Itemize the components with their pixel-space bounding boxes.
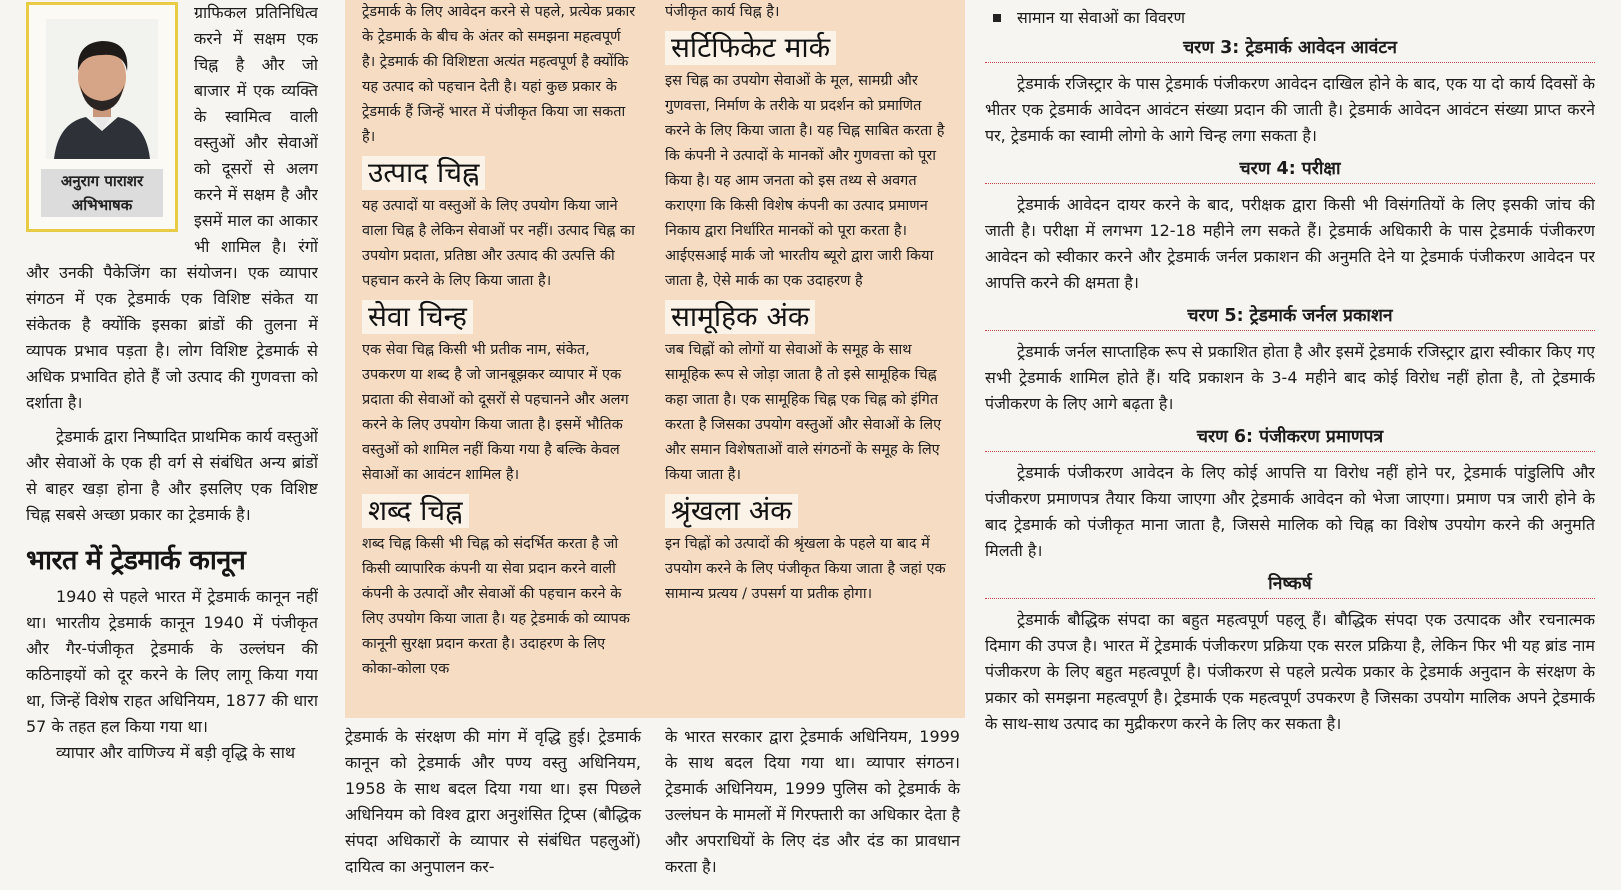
column-4 [985, 0, 1595, 890]
step-heading: चरण 4: परीक्षा [1239, 159, 1341, 179]
panel-paragraph: एक सेवा चिह्न किसी भी प्रतीक नाम, संकेत, उपकरण या शब्द है जो जानबूझकर व्यापार में एक प्रदाता की सेवाओं को दूसरों से पहचानने और अलग करने के लिए उपयोग किया जाता है। इसमें भौतिक वस्तुओं को शामिल नहीं किया गया है बल्कि केवल सेवाओं का आवंटन शामिल है। [362, 342, 629, 483]
divider [985, 330, 1595, 331]
paragraph: ट्रेडमार्क के संरक्षण की मांग में वृद्धि हुई। ट्रेडमार्क कानून को ट्रेडमार्क और पण्य वस्तु अधिनियम, 1958 के साथ बदल दिया गया था। इस पिछले अधिनियम को विश्व द्वारा अनुशंसित ट्रिप्स (बौद्धिक संपदा अधिकारों के व्यापार से संबंधित पहलुओं) दायित्व का अनुपालन कर- [345, 727, 641, 876]
panel-paragraph: शब्द चिह्न किसी भी चिह्न को संदर्भित करता है जो किसी व्यापारिक कंपनी या सेवा प्रदान करने वाली कंपनी के उत्पादों और सेवाओं की पहचान करने के लिए उपयोग किया जाता है। यह ट्रेडमार्क को व्यापक कानूनी सुरक्षा प्रदान करता है। उदाहरण के लिए कोका-कोला एक [362, 536, 630, 677]
author-box [26, 2, 178, 232]
author-photo [46, 19, 158, 159]
step-paragraph: ट्रेडमार्क आवेदन दायर करने के बाद, परीक्षक द्वारा किसी भी विसंगतियों के लिए इसकी जांच की जाती है। परीक्षा में लगभग 12-18 महीने लग सकते हैं। ट्रेडमार्क अधिकारी के पास ट्रेडमार्क पंजीकरण आवेदन को स्वीकार करने और ट्रेडमार्क जर्नल प्रकाशन की अनुमति देने या ट्रेडमार्क पंजीकरण आवेदन पर आपत्ति करने की क्षमता है। [985, 195, 1595, 292]
author-name: अनुराग पाराशर [41, 169, 163, 193]
lower-column-right [665, 724, 960, 880]
panel-column-left [362, 0, 638, 684]
step-heading: चरण 3: ट्रेडमार्क आवेदन आवंटन [1183, 38, 1397, 58]
panel-paragraph: जब चिह्नों को लोगों या सेवाओं के समूह के साथ सामूहिक रूप से जोड़ा जाता है तो इसे सामूहिक चिह्न कहा जाता है। एक सामूहिक चिह्न एक चिह्न को इंगित करता है जिसका उपयोग वस्तुओं और सेवाओं के लिए और समान विशेषताओं वाले संगठनों के समूह के लिए किया जाता है। [665, 342, 942, 483]
bullet-square-icon [993, 14, 1001, 22]
paragraph: व्यापार और वाणिज्य में बड़ी वृद्धि के साथ [56, 743, 296, 762]
divider [985, 62, 1595, 63]
panel-column-right [665, 0, 950, 609]
paragraph: 1940 से पहले भारत में ट्रेडमार्क कानून नहीं था। भारतीय ट्रेडमार्क कानून 1940 में पंजीकृत और गैर-पंजीकृत ट्रेडमार्क के उल्लंघन की कठिनाइयों को दूर करने के लिए लागू किया गया था, जिन्हें विशेष राहत अधिनियम, 1877 की धारा 57 के तहत हल किया गया था। [26, 587, 318, 736]
divider [985, 183, 1595, 184]
author-role: अभिभाषक [41, 193, 163, 217]
panel-paragraph: यह उत्पादों या वस्तुओं के लिए उपयोग किया जाने वाला चिह्न है लेकिन सेवाओं पर नहीं। उत्पाद चिह्न का उपयोग प्रदाता, प्रतिष्ठा और उत्पाद की उत्पत्ति की पहचान करने के लिए किया जाता है। [362, 198, 635, 289]
paragraph: के भारत सरकार द्वारा ट्रेडमार्क अधिनियम, 1999 के साथ बदल दिया गया था। व्यापार संगठन। ट्रेडमार्क अधिनियम, 1999 पुलिस को ट्रेडमार्क के उल्लंघन के मामलों में गिरफ्तारी का अधिकार देता है और अपराधियों के लिए दंड और दंड का प्रावधान करता है। [665, 727, 960, 876]
step-paragraph: ट्रेडमार्क जर्नल साप्ताहिक रूप से प्रकाशित होता है और इसमें ट्रेडमार्क रजिस्ट्रार द्वारा स्वीकार किए गए सभी ट्रेडमार्क शामिल होते हैं। यदि प्रकाशन के 3-4 महीने बाद कोई विरोध नहीं होता है, तो ट्रेडमार्क पंजीकरण के लिए आगे बढ़ता है। [985, 342, 1595, 413]
lower-column-left [345, 724, 641, 880]
subheading-service-mark: सेवा चिन्ह [362, 300, 473, 334]
subheading-certificate-mark: सर्टिफिकेट मार्क [665, 31, 836, 65]
subheading-collective-mark: सामूहिक अंक [665, 300, 815, 334]
column-1 [26, 0, 318, 890]
panel-intro: पंजीकृत कार्य चिह्न है। [665, 4, 780, 20]
panel-paragraph: इस चिह्न का उपयोग सेवाओं के मूल, सामग्री और गुणवत्ता, निर्माण के तरीके या प्रदर्शन को प्रमाणित करने के लिए किया जाता है। यह चिह्न साबित करता है कि कंपनी ने उत्पादों के मानकों और गुणवत्ता को पूरा किया है। यह आम जनता को इस तथ्य से अवगत कराएगा कि किसी विशेष कंपनी का उत्पाद प्रमाणन निकाय द्वारा निर्धारित मानकों को पूरा करता है। आईएसआई मार्क जो भारतीय ब्यूरो द्वारा जारी किया जाता है, ऐसे मार्क का एक उदाहरण है [665, 73, 945, 289]
subheading-product-mark: उत्पाद चिह्न [362, 156, 485, 190]
conclusion-paragraph: ट्रेडमार्क बौद्धिक संपदा का बहुत महत्वपूर्ण पहलू हैं। बौद्धिक संपदा एक उत्पादक और रचनात्मक दिमाग की उपज है। भारत में ट्रेडमार्क पंजीकरण प्रक्रिया एक सरल प्रक्रिया है, लेकिन फिर भी यह ब्रांड नाम पंजीकरण के लिए बहुत महत्वपूर्ण है। पंजीकरण से पहले प्रत्येक प्रकार के ट्रेडमार्क अनुदान के संरक्षण के प्रकार को समझना महत्वपूर्ण है। ट्रेडमार्क एक महत्वपूर्ण उपकरण है जिसका उपयोग मालिक अपने ट्रेडमार्क के साथ-साथ उत्पाद का मुद्रीकरण करने के लिए कर सकता है। [985, 610, 1595, 733]
subheading-word-mark: शब्द चिह्न [362, 494, 469, 528]
step-heading: चरण 6: पंजीकरण प्रमाणपत्र [1196, 427, 1384, 447]
subheading-series-mark: श्रृंखला अंक [665, 494, 798, 528]
intro-block [26, 0, 318, 416]
divider [985, 451, 1595, 452]
bullet-item: सामान या सेवाओं का विवरण [985, 6, 1595, 30]
panel-intro: ट्रेडमार्क के लिए आवेदन करने से पहले, प्रत्येक प्रकार के ट्रेडमार्क के बीच के अंतर को समझना महत्वपूर्ण है। ट्रेडमार्क की विशिष्टता अत्यंत महत्वपूर्ण है क्योंकि यह उत्पाद को पहचान देती है। यहां कुछ प्रकार के ट्रेडमार्क हैं जिन्हें भारत में पंजीकृत किया जा सकता है। [362, 4, 636, 145]
step-heading: चरण 5: ट्रेडमार्क जर्नल प्रकाशन [1187, 306, 1393, 326]
panel-paragraph: इन चिह्नों को उत्पादों की श्रृंखला के पहले या बाद में उपयोग करने के लिए पंजीकृत किया जाता है जहां एक सामान्य प्रत्यय / उपसर्ग या प्रतीक होगा। [665, 536, 946, 602]
divider [985, 598, 1595, 599]
paragraph: ट्रेडमार्क द्वारा निष्पादित प्राथमिक कार्य वस्तुओं और सेवाओं के एक ही वर्ग से संबंधित अन्य ब्रांडों से बाहर खड़ा होना है और इसलिए एक विशिष्ट चिह्न सबसे अच्छा प्रकार का ट्रेडमार्क है। [26, 427, 318, 524]
conclusion-heading: निष्कर्ष [1268, 574, 1312, 594]
section-headline: भारत में ट्रेडमार्क कानून [26, 545, 246, 576]
step-paragraph: ट्रेडमार्क पंजीकरण आवेदन के लिए कोई आपत्ति या विरोध नहीं होने पर, ट्रेडमार्क पांडुलिपि और पंजीकरण प्रमाणपत्र तैयार किया जाएगा और ट्रेडमार्क आवेदन को भेजा जाएगा। प्रमाण पत्र जारी होने के बाद ट्रेडमार्क को पंजीकृत माना जाता है, जिससे मालिक को चिह्न का विशेष उपयोग करने की अनुमति मिलती है। [985, 463, 1595, 560]
step-paragraph: ट्रेडमार्क रजिस्ट्रार के पास ट्रेडमार्क पंजीकरण आवेदन दाखिल होने के बाद, एक या दो कार्य दिवसों के भीतर एक ट्रेडमार्क आवेदन आवंटन संख्या प्रदान की जाती है। ट्रेडमार्क आवेदन आवंटन संख्या प्राप्त करने पर, ट्रेडमार्क का स्वामी लोगो के आगे चिन्ह लगा सकता है। [985, 74, 1595, 145]
intro-paragraph: ग्राफिकल प्रतिनिधित्व करने में सक्षम एक चिह्न है और जो बाजार में एक व्यक्ति के स्वामित्व वाली वस्तुओं और सेवाओं को दूसरों से अलग करने में सक्षम है और इसमें माल का आकार भी शामिल है। रंगों और उनकी पैकेजिंग का संयोजन। एक व्यापार संगठन में एक ट्रेडमार्क एक विशिष्ट संकेत या संकेतक है क्योंकि इसका ब्रांडों की तुलना में व्यापक प्रभाव पड़ता है। लोग विशिष्ट ट्रेडमार्क से अधिक प्रभावित होते हैं जो उत्पाद की गुणवत्ता को दर्शाता है। [26, 3, 318, 412]
